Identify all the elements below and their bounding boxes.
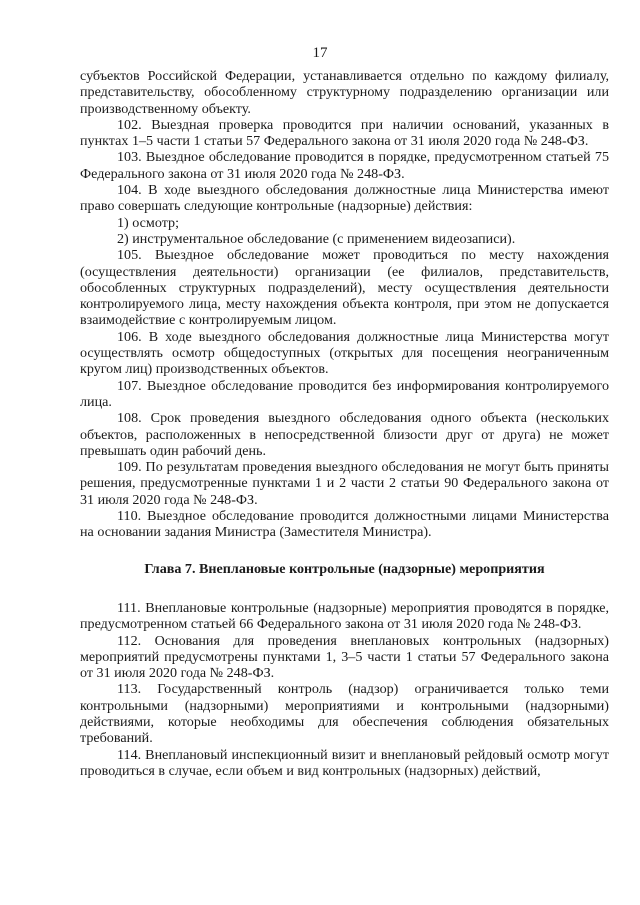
paragraph-104: 104. В ходе выездного обследования должностные лица Министерства имеют право совершать следующие контрольные (надзорные) действия: xyxy=(80,182,609,215)
paragraph-112: 112. Основания для проведения внеплановых контрольных (надзорных) мероприятий предусмотрены пунктами 1, 3–5 части 1 статьи 57 Федерального закона от 31 июля 2020 года № 248-ФЗ. xyxy=(80,632,609,682)
paragraph-114: 114. Внеплановый инспекционный визит и внеплановый рейдовый осмотр могут проводиться в случае, если объем и вид контрольных (надзорных) действий, xyxy=(80,746,609,779)
page-number: 17 xyxy=(312,45,328,61)
paragraph-111: 111. Внеплановые контрольные (надзорные) мероприятия проводятся в порядке, предусмотренном статьей 66 Федерального закона от 31 июля 2020 года № 248-ФЗ. xyxy=(80,599,609,633)
paragraph-105: 105. Выездное обследование может проводиться по месту нахождения (осуществления деятельности) организации (ее филиалов, представительств, обособленных структурных подразделений), месту осуществления деятельности контролируемого лица, месту нахождения объекта контроля, при этом не допускается взаимодействие с контролируемым лицом. xyxy=(80,247,609,329)
paragraph-continuation: субъектов Российской Федерации, устанавливается отдельно по каждому филиалу, представительству, обособленному структурному подразделению организации или производственному объекту. xyxy=(80,68,609,117)
paragraph-106: 106. В ходе выездного обследования должностные лица Министерства могут осуществлять осмотр общедоступных (открытых для посещения неограниченным кругом лиц) производственных объектов. xyxy=(80,328,609,378)
paragraph-113: 113. Государственный контроль (надзор) ограничивается только теми контрольными (надзорными) мероприятиями и контрольными (надзорными) действиями, которые необходимы для обеспечения соблюдения обязательных требований. xyxy=(80,681,609,747)
document-body xyxy=(80,68,609,779)
spacer xyxy=(80,577,609,600)
paragraph-108: 108. Срок проведения выездного обследования одного объекта (нескольких объектов, расположенных в непосредственной близости друг от друга) не может превышать один рабочий день. xyxy=(80,410,609,459)
paragraph-102: 102. Выездная проверка проводится при наличии оснований, указанных в пунктах 1–5 части 1 статьи 57 Федерального закона от 31 июля 2020 года № 248-ФЗ. xyxy=(80,116,609,150)
list-item-instrumental: 2) инструментальное обследование (с применением видеозаписи). xyxy=(117,230,516,247)
paragraph-110: 110. Выездное обследование проводится должностными лицами Министерства на основании задания Министра (Заместителя Министра). xyxy=(80,508,609,541)
paragraph-103: 103. Выездное обследование проводится в порядке, предусмотренном статьей 75 Федерального закона от 31 июля 2020 года № 248-ФЗ. xyxy=(80,149,609,182)
spacer xyxy=(80,541,609,561)
list-item-inspection: 1) осмотр; xyxy=(117,214,179,231)
paragraph-107: 107. Выездное обследование проводится без информирования контролируемого лица. xyxy=(80,377,609,410)
paragraph-109: 109. По результатам проведения выездного обследования не могут быть приняты решения, предусмотренные пунктами 1 и 2 части 2 статьи 90 Федерального закона от 31 июля 2020 года № 248-ФЗ. xyxy=(80,459,609,508)
chapter-heading: Глава 7. Внеплановые контрольные (надзорные) мероприятия xyxy=(144,560,545,577)
